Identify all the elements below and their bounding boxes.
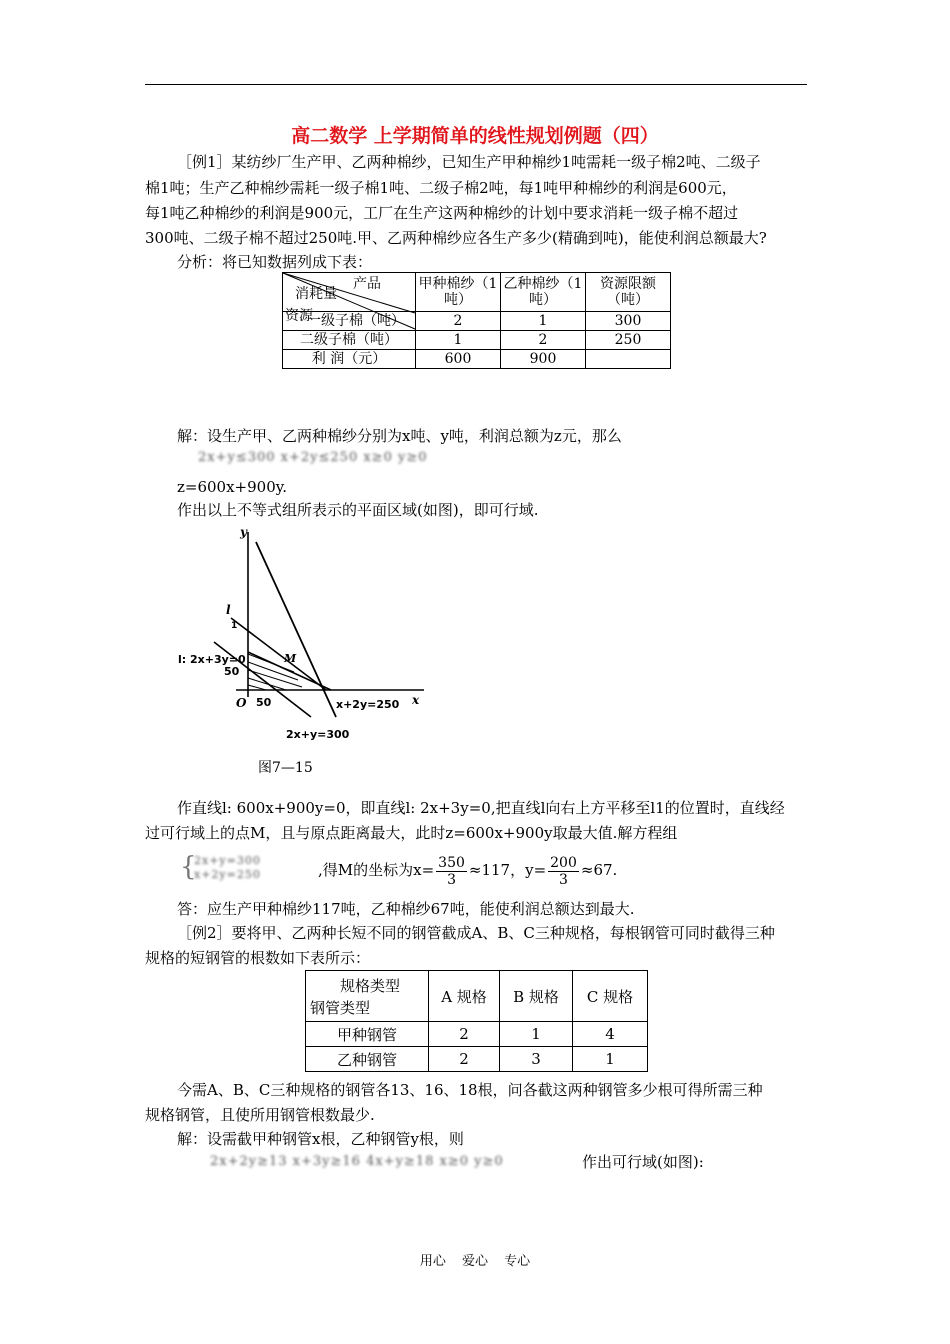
y-denominator: 3	[559, 871, 568, 888]
table1-cell: 250	[586, 331, 671, 350]
table2-cell: 1	[573, 1047, 648, 1072]
result-pre: ,得M的坐标为x=	[318, 861, 435, 879]
table1-cell: 2	[501, 331, 586, 350]
table1-row-label: 一级子棉（吨）	[283, 312, 416, 331]
ex2b-line-1: 今需A、B、C三种规格的钢管各13、16、18根，问各截这两种钢管多少根可得所需三种	[177, 1081, 763, 1099]
sol1b-line-2: 过可行域上的点M，且与原点距离最大，此时z=600x+900y取最大值.解方程组	[145, 824, 678, 842]
fig-origin-label: O	[236, 696, 247, 710]
fig-50-y: 50	[224, 665, 240, 678]
header-rule	[145, 84, 807, 85]
table-row	[306, 1022, 648, 1047]
sol1-setup: 解：设生产甲、乙两种棉纱分别为x吨、y吨，利润总额为z元，那么	[177, 427, 622, 445]
eq-blur-2: x+2y=250	[194, 868, 261, 881]
ex2-line-2: 规格的短钢管的根数如下表所示：	[145, 949, 371, 967]
table1-corner-top: 产品	[353, 276, 381, 292]
x-approx: ≈117，y=	[468, 861, 547, 879]
table2-corner-bottom: 钢管类型	[310, 999, 371, 1017]
table-row	[283, 331, 671, 350]
ex2b-inequality-system: 2x+2y≥13 x+3y≥16 4x+y≥18 x≥0 y≥0	[210, 1154, 504, 1169]
table2-corner-top: 规格类型	[340, 977, 401, 995]
table1-header: 资源限额（吨）	[586, 273, 671, 312]
table2-row-label: 甲种钢管	[306, 1022, 429, 1047]
ex1-line-3: 每1吨乙种棉纱的利润是900元，工厂在生产这两种棉纱的计划中要求消耗一级子棉不超过	[145, 204, 739, 222]
sol1-region: 作出以上不等式组所表示的平面区域(如图)，即可行域.	[177, 501, 539, 519]
footer-item: 用心	[419, 1254, 446, 1269]
table1-cell: 1	[416, 331, 501, 350]
table2-cell: 2	[429, 1022, 500, 1047]
brace-icon: {	[180, 852, 197, 882]
table1-cell	[586, 350, 671, 369]
x-fraction	[436, 855, 467, 888]
page-title: 高二数学 上学期简单的线性规划例题（四）	[291, 125, 659, 147]
fig-x-label: x	[412, 693, 420, 707]
table2-header: B 规格	[500, 971, 573, 1022]
table1-header: 甲种棉纱（1吨）	[416, 273, 501, 312]
sol1b-line-1: 作直线l: 600x+900y=0，即直线l: 2x+3y=0,把直线l向右上方平移至l1的位置时，直线经	[177, 799, 785, 817]
table2-cell: 1	[500, 1022, 573, 1047]
x-denominator: 3	[447, 871, 456, 888]
footer-item: 专心	[504, 1254, 531, 1269]
sol1-inequality-system: 2x+y≤300 x+2y≤250 x≥0 y≥0	[198, 450, 428, 465]
ex2-line-1: ［例2］要将甲、乙两种长短不同的钢管截成A、B、C三种规格，每根钢管可同时截得三种	[177, 924, 775, 942]
table1-cell: 2	[416, 312, 501, 331]
answer-1: 答：应生产甲种棉纱117吨，乙种棉纱67吨，能使利润总额达到最大.	[177, 900, 635, 918]
x-numerator: 350	[438, 854, 465, 871]
data-table-1	[282, 272, 671, 369]
table2-cell: 4	[573, 1022, 648, 1047]
y-fraction	[548, 855, 579, 888]
table2-corner-cell	[306, 971, 429, 1022]
table1-corner-mid: 消耗量	[295, 286, 337, 302]
data-table-2	[305, 970, 648, 1072]
table1-cell: 900	[501, 350, 586, 369]
table2-row-label: 乙种钢管	[306, 1047, 429, 1072]
table2-cell: 3	[500, 1047, 573, 1072]
fig-line-a-label: x+2y=250	[336, 698, 400, 711]
m-coordinate-line	[318, 850, 617, 890]
fig-line-b-label: 2x+y=300	[286, 728, 350, 741]
table1-row-label: 二级子棉（吨）	[283, 331, 416, 350]
table1-header: 乙种棉纱（1吨）	[501, 273, 586, 312]
y-numerator: 200	[550, 854, 577, 871]
fig-50-x: 50	[256, 696, 272, 709]
table2-cell: 2	[429, 1047, 500, 1072]
analysis-line: 分析：将已知数据列成下表：	[177, 253, 373, 271]
equation-system	[180, 850, 330, 890]
eq-blur-1: 2x+y=300	[194, 854, 261, 867]
ex1-line-2: 棉1吨；生产乙种棉纱需耗一级子棉1吨、二级子棉2吨，每1吨甲种棉纱的利润是600元，	[145, 179, 737, 197]
figure-caption: 图7—15	[258, 760, 313, 776]
page-footer	[0, 1250, 950, 1269]
footer-item: 爱心	[461, 1254, 488, 1269]
table2-header: A 规格	[429, 971, 500, 1022]
table2-header: C 规格	[573, 971, 648, 1022]
ex2b-region: 作出可行域(如图):	[582, 1153, 704, 1171]
ex2b-setup: 解：设需截甲种钢管x根，乙种钢管y根，则	[177, 1130, 464, 1148]
table1-row-label: 利 润（元）	[283, 350, 416, 369]
fig-m-label: M	[284, 652, 297, 665]
table1-cell: 1	[501, 312, 586, 331]
ex2b-line-2: 规格钢管，且使所用钢管根数最少.	[145, 1106, 375, 1124]
y-approx: ≈67.	[580, 861, 618, 879]
table-row	[306, 1047, 648, 1072]
ex1-line-1: ［例1］某纺纱厂生产甲、乙两种棉纱，已知生产甲种棉纱1吨需耗一级子棉2吨、二级子	[177, 153, 761, 171]
table1-corner-bottom: 资源	[285, 308, 313, 324]
fig-y-label: y	[240, 525, 247, 539]
fig-l1-label: l	[226, 603, 231, 617]
fig-l1-sub: 1	[231, 621, 238, 631]
table1-cell: 300	[586, 312, 671, 331]
fig-l-label: l: 2x+3y=0	[178, 653, 246, 666]
sol1-objective: z=600x+900y.	[177, 478, 288, 496]
table-row	[283, 350, 671, 369]
feasible-region-figure	[176, 522, 436, 754]
ex1-line-4: 300吨、二级子棉不超过250吨.甲、乙两种棉纱应各生产多少(精确到吨)，能使利润总额最大?	[145, 229, 767, 247]
table1-cell: 600	[416, 350, 501, 369]
